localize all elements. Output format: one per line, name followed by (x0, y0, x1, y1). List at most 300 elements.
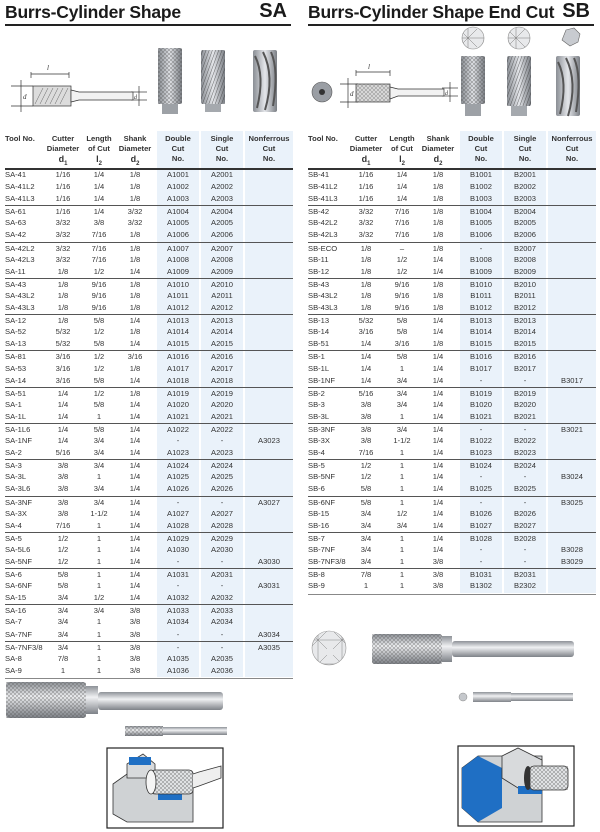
symbol-letter: d (130, 154, 137, 164)
cell-shank-diameter: 1/8 (432, 303, 444, 313)
table-row (5, 193, 293, 205)
cell-single-cut: B2022 (514, 436, 536, 446)
header-line: of Cut (88, 144, 110, 153)
cell-single-cut: B2302 (514, 581, 536, 591)
cell-shank-diameter: 3/8 (432, 570, 444, 580)
cell-tool-no: SB-42 (308, 207, 330, 217)
cell-cutter-diameter: 1/2 (360, 461, 372, 471)
cell-tool-no: SB-3X (308, 436, 330, 446)
cell-single-cut: - (220, 581, 224, 591)
cell-nonferrous-cut: B3024 (561, 472, 583, 482)
cell-shank-diameter: 1/8 (432, 279, 444, 289)
cell-shank-diameter: 1/8 (129, 388, 141, 398)
cell-cutter-diameter: 3/8 (360, 399, 372, 409)
small-burr-photo (125, 726, 227, 736)
cell-shank-diameter: 3/8 (129, 629, 141, 639)
cell-tool-no: SA-52 (5, 327, 27, 337)
cell-tool-no: SB-41L3 (308, 194, 338, 204)
cell-cutter-diameter: 5/8 (360, 497, 372, 507)
cell-cutter-diameter: 3/4 (360, 520, 372, 530)
cell-double-cut: A1004 (167, 207, 189, 217)
dimension-diagram (310, 58, 460, 118)
cell-shank-diameter: 1/4 (432, 254, 444, 264)
header-line: No. (215, 154, 229, 163)
cell-tool-no: SA-14 (5, 375, 27, 385)
cell-double-cut: - (479, 472, 483, 482)
cell-cutter-diameter: 1/4 (360, 363, 372, 373)
cell-cutter-diameter: 3/32 (55, 254, 71, 264)
cell-single-cut: B2014 (514, 327, 536, 337)
cell-double-cut: B1021 (470, 411, 492, 421)
table-row (308, 314, 596, 326)
cell-double-cut: A1021 (167, 411, 189, 421)
cell-double-cut: B1028 (470, 533, 492, 543)
cell-single-cut: - (220, 629, 224, 639)
table-row (5, 616, 293, 628)
cell-shank-diameter: 1/8 (129, 290, 141, 300)
cell-length-of-cut: 1 (96, 629, 102, 639)
cell-shank-diameter: 1/4 (432, 436, 444, 446)
cell-shank-diameter: 1/8 (432, 290, 444, 300)
cell-double-cut: B1015 (470, 339, 492, 349)
table-row (5, 290, 293, 302)
cell-single-cut: A2012 (211, 303, 233, 313)
cell-tool-no: SB-42L3 (308, 230, 338, 240)
cell-cutter-diameter: 3/4 (57, 606, 69, 616)
cell-shank-diameter: 1/8 (129, 327, 141, 337)
column-header-single-cut (201, 134, 243, 164)
cell-length-of-cut: 1 (399, 581, 405, 591)
cell-nonferrous-cut: B3017 (561, 375, 583, 385)
cell-double-cut: - (479, 424, 483, 434)
cell-tool-no: SA-2 (5, 448, 22, 458)
d2-label: d (445, 91, 448, 97)
table-row (308, 290, 596, 302)
cell-double-cut: A1025 (167, 472, 189, 482)
cell-cutter-diameter: 1/2 (360, 472, 372, 482)
header-line: Nonferrous (248, 134, 290, 143)
cell-single-cut: A2007 (211, 243, 233, 253)
table-row (308, 411, 596, 423)
cell-double-cut: A1028 (167, 520, 189, 530)
column-header-cutter-diameter (43, 134, 83, 169)
cell-length-of-cut: 1 (399, 570, 405, 580)
cell-single-cut: A2035 (211, 653, 233, 663)
cell-cutter-diameter: 1/8 (57, 290, 69, 300)
cell-single-cut: B2025 (514, 484, 536, 494)
cell-length-of-cut: 3/4 (93, 484, 105, 494)
header-symbol (43, 154, 83, 169)
cell-cutter-diameter: 1/16 (358, 194, 374, 204)
cell-cutter-diameter: 1/4 (57, 436, 69, 446)
header-line: Double (165, 134, 191, 143)
cell-length-of-cut: 5/8 (93, 375, 105, 385)
cell-tool-no: SB-16 (308, 520, 330, 530)
cell-cutter-diameter: 1/4 (57, 399, 69, 409)
header-line: Shank (123, 134, 147, 143)
header-symbol (388, 154, 416, 169)
cell-cutter-diameter: 3/8 (57, 472, 69, 482)
cell-tool-no: SA-42 (5, 230, 27, 240)
cell-length-of-cut: 3/4 (396, 424, 408, 434)
cell-single-cut: A2032 (211, 593, 233, 603)
cell-single-cut: A2013 (211, 316, 233, 326)
cell-length-of-cut: 1-1/2 (393, 436, 411, 446)
cell-single-cut: B2005 (514, 218, 536, 228)
shank (390, 87, 444, 99)
cell-shank-diameter: 1/8 (129, 254, 141, 264)
cell-tool-no: SB-7NF3/8 (308, 557, 346, 566)
cell-length-of-cut: 3/4 (93, 497, 105, 507)
table-row (5, 447, 293, 459)
cell-length-of-cut: 1 (96, 570, 102, 580)
cell-tool-no: SA-7NF (5, 629, 33, 639)
cell-cutter-diameter: 1/8 (360, 279, 372, 289)
cell-shank-diameter: 1/8 (129, 279, 141, 289)
symbol-letter: l (96, 154, 99, 164)
cell-single-cut: A2019 (211, 388, 233, 398)
cell-double-cut: A1029 (167, 533, 189, 543)
cell-double-cut: - (176, 642, 180, 652)
cell-tool-no: SA-1NF (5, 436, 33, 446)
small-burr-photo (459, 692, 573, 702)
table-row (5, 399, 293, 411)
cell-cutter-diameter: 1/2 (57, 544, 69, 554)
cell-nonferrous-cut: A3031 (258, 581, 280, 591)
cell-length-of-cut: 7/16 (394, 218, 410, 228)
cell-cutter-diameter: 1/4 (57, 424, 69, 434)
header-line: No. (262, 154, 276, 163)
cell-single-cut: A2008 (211, 254, 233, 264)
cell-single-cut: - (523, 557, 527, 566)
cell-shank-diameter: 1/4 (129, 508, 141, 518)
cell-shank-diameter: 1/4 (432, 399, 444, 409)
cell-double-cut: A1007 (167, 243, 189, 253)
cell-double-cut: A1009 (167, 266, 189, 276)
cell-shank-diameter: 1/4 (129, 424, 141, 434)
cell-length-of-cut: 1 (96, 665, 102, 675)
cell-nonferrous-cut: A3035 (258, 642, 280, 652)
cell-cutter-diameter: 3/16 (55, 375, 71, 385)
header-line: Cut (215, 144, 229, 153)
header-line: Double (468, 134, 494, 143)
double-cut-end-view (462, 27, 484, 49)
cell-tool-no: SA-41 (5, 170, 27, 179)
cell-single-cut: A2034 (211, 617, 233, 627)
table-row (5, 229, 293, 241)
title-divider (5, 24, 291, 26)
cell-double-cut: A1020 (167, 399, 189, 409)
cell-tool-no: SB-1 (308, 352, 325, 362)
cell-length-of-cut: 7/16 (394, 207, 410, 217)
symbol-subscript: 1 (367, 160, 371, 167)
cell-double-cut: A1001 (167, 170, 189, 179)
cell-cutter-diameter: 1/8 (57, 303, 69, 313)
table-row (5, 435, 293, 447)
cell-shank-diameter: 1/4 (129, 497, 141, 507)
cell-length-of-cut: 5/8 (93, 424, 105, 434)
cell-shank-diameter: 1/4 (432, 363, 444, 373)
cell-single-cut: B2031 (514, 570, 536, 580)
cutter-photos (153, 46, 293, 118)
d1-label: d (23, 93, 27, 101)
cell-tool-no: SA-41L2 (5, 182, 35, 192)
table-row (308, 363, 596, 375)
cell-double-cut: - (176, 581, 180, 591)
cell-cutter-diameter: 1/8 (57, 316, 69, 326)
cell-nonferrous-cut: A3030 (258, 557, 280, 566)
cell-length-of-cut: 1 (399, 411, 405, 421)
cell-tool-no: SB-12 (308, 266, 330, 276)
cell-cutter-diameter: 3/4 (360, 533, 372, 543)
cell-length-of-cut: 1 (96, 581, 102, 591)
cell-single-cut: A2027 (211, 508, 233, 518)
cell-tool-no: SA-1L (5, 411, 27, 421)
cell-shank-diameter: 3/32 (127, 218, 143, 228)
cell-shank-diameter: 1/8 (432, 230, 444, 240)
cell-single-cut: - (523, 472, 527, 482)
header-line: of Cut (391, 144, 413, 153)
cell-cutter-diameter: 1/16 (358, 182, 374, 192)
cell-single-cut: B2006 (514, 230, 536, 240)
table-row (308, 266, 596, 278)
large-burr-photo (372, 634, 574, 664)
column-header-tool-no: Tool No. (5, 134, 35, 143)
cell-cutter-diameter: 1/4 (360, 339, 372, 349)
cell-cutter-diameter: 1/4 (57, 388, 69, 398)
cell-tool-no: SB-5NF (308, 472, 336, 482)
table-row (308, 520, 596, 532)
cell-single-cut: B2024 (514, 461, 536, 471)
cell-cutter-diameter: 3/4 (57, 629, 69, 639)
table-row (5, 326, 293, 338)
cell-single-cut: - (220, 436, 224, 446)
cell-double-cut: A1002 (167, 182, 189, 192)
table-row (5, 350, 293, 362)
cell-double-cut: B1017 (470, 363, 492, 373)
table-row (308, 387, 596, 399)
cell-single-cut: B2026 (514, 508, 536, 518)
cell-cutter-diameter: 3/8 (57, 497, 69, 507)
header-line: Single (513, 134, 537, 143)
cell-tool-no: SA-41L3 (5, 194, 35, 204)
cell-single-cut: B2027 (514, 520, 536, 530)
cell-shank-diameter: 1/4 (432, 448, 444, 458)
cell-length-of-cut: 5/8 (93, 399, 105, 409)
cell-single-cut: - (523, 497, 527, 507)
cell-shank-diameter: 3/8 (129, 665, 141, 675)
cell-tool-no: SB-8 (308, 570, 325, 580)
cell-length-of-cut: 1/4 (396, 182, 408, 192)
cell-tool-no: SA-6 (5, 570, 22, 580)
cell-double-cut: B1012 (470, 303, 492, 313)
cell-tool-no: SA-7NF3/8 (5, 642, 43, 652)
cell-double-cut: A1017 (167, 363, 189, 373)
cell-tool-no: SA-6NF (5, 581, 33, 591)
application-illustration (107, 748, 223, 828)
cell-double-cut: B1019 (470, 388, 492, 398)
cell-nonferrous-cut: B3025 (561, 497, 583, 507)
cell-tool-no: SA-81 (5, 352, 27, 362)
cell-tool-no: SB-15 (308, 508, 330, 518)
cell-length-of-cut: 5/8 (93, 316, 105, 326)
cell-length-of-cut: 1/2 (93, 266, 105, 276)
cell-tool-no: SA-61 (5, 207, 27, 217)
cell-nonferrous-cut: B3021 (561, 424, 583, 434)
header-symbol (418, 154, 458, 169)
table-row (308, 205, 596, 217)
cell-cutter-diameter: 3/32 (358, 207, 374, 217)
cell-shank-diameter: 3/8 (129, 606, 141, 616)
cell-single-cut: B2010 (514, 279, 536, 289)
cell-shank-diameter: 1/4 (432, 544, 444, 554)
cell-single-cut: B2016 (514, 352, 536, 362)
cell-cutter-diameter: 3/8 (360, 411, 372, 421)
cell-tool-no: SB-43 (308, 279, 330, 289)
cell-single-cut: B2007 (514, 243, 536, 253)
cell-double-cut: A1031 (167, 570, 189, 580)
cell-length-of-cut: 1 (399, 533, 405, 543)
cell-length-of-cut: 7/16 (91, 230, 107, 240)
table-row (5, 205, 293, 217)
cell-length-of-cut: 5/8 (396, 352, 408, 362)
cell-length-of-cut: 3/4 (93, 461, 105, 471)
cell-cutter-diameter: 3/4 (360, 508, 372, 518)
cell-single-cut: A2030 (211, 544, 233, 554)
cell-length-of-cut: 1 (399, 544, 405, 554)
cell-single-cut: A2024 (211, 461, 233, 471)
cell-double-cut: B1031 (470, 570, 492, 580)
cell-shank-diameter: 1/4 (129, 484, 141, 494)
table-row (5, 653, 293, 665)
table-row (308, 435, 596, 447)
cell-tool-no: SA-11 (5, 266, 26, 276)
page-title: Burrs-Cylinder Shape End Cut (308, 2, 555, 22)
table-header (308, 131, 596, 167)
cell-length-of-cut: 1/2 (93, 388, 105, 398)
cell-cutter-diameter: 3/4 (360, 544, 372, 554)
table-row (5, 387, 293, 399)
cell-single-cut: A2022 (211, 424, 233, 434)
cell-shank-diameter: 1/4 (129, 411, 141, 421)
shank (71, 90, 133, 102)
cell-single-cut: B2013 (514, 316, 536, 326)
cell-cutter-diameter: 3/8 (57, 461, 69, 471)
cell-length-of-cut: 7/16 (394, 230, 410, 240)
cell-length-of-cut: 9/16 (91, 303, 107, 313)
cell-length-of-cut: 9/16 (91, 290, 107, 300)
cell-single-cut: B2012 (514, 303, 536, 313)
cell-tool-no: SB-ECO (308, 243, 338, 253)
panel-sa (3, 0, 295, 832)
cell-length-of-cut: 5/8 (93, 339, 105, 349)
cell-double-cut: B1003 (470, 194, 492, 204)
table-row (308, 169, 596, 181)
series-code: SA (259, 0, 287, 22)
symbol-subscript: 1 (64, 160, 68, 167)
cell-length-of-cut: 1 (399, 497, 405, 507)
cell-length-of-cut: 9/16 (394, 290, 410, 300)
table-row (308, 375, 596, 387)
cell-length-of-cut: 3/4 (396, 520, 408, 530)
l1-label: l (368, 63, 370, 71)
cell-single-cut: B2023 (514, 448, 536, 458)
cell-single-cut: - (523, 544, 527, 554)
cell-cutter-diameter: 5/16 (358, 388, 374, 398)
cell-tool-no: SA-3NF (5, 497, 33, 507)
cell-double-cut: B1006 (470, 230, 492, 240)
single-cut-photo (507, 56, 531, 116)
cell-double-cut: - (176, 557, 180, 566)
cell-shank-diameter: 3/8 (129, 617, 141, 627)
header-line: Cut (518, 144, 532, 153)
table-row (308, 229, 596, 241)
cell-double-cut: - (479, 557, 483, 566)
cell-cutter-diameter: 3/32 (358, 218, 374, 228)
cell-tool-no: SB-41 (308, 170, 330, 179)
symbol-subscript: 2 (136, 160, 140, 167)
cell-nonferrous-cut: A3034 (258, 629, 280, 639)
table-row (5, 278, 293, 290)
table-row (5, 483, 293, 495)
cell-length-of-cut: 1/4 (93, 207, 105, 217)
cell-tool-no: SB-6 (308, 484, 325, 494)
large-burr-photo (6, 682, 223, 718)
d2-label: d (134, 95, 137, 101)
cell-single-cut: A2026 (211, 484, 233, 494)
cell-shank-diameter: 1/4 (432, 497, 444, 507)
table-row (5, 217, 293, 229)
cell-shank-diameter: 3/8 (432, 581, 444, 591)
cell-cutter-diameter: 3/4 (57, 593, 69, 603)
cell-shank-diameter: 3/32 (127, 207, 143, 217)
cell-length-of-cut: 1/2 (93, 363, 105, 373)
cell-cutter-diameter: 7/16 (358, 448, 374, 458)
cell-single-cut: B2004 (514, 207, 536, 217)
cell-double-cut: A1012 (167, 303, 189, 313)
table-row (5, 423, 293, 435)
cell-shank-diameter: 1/4 (129, 461, 141, 471)
cell-tool-no: SB-43L2 (308, 290, 338, 300)
column-header-length-of-cut (388, 134, 416, 169)
cell-tool-no: SB-3 (308, 399, 325, 409)
cell-length-of-cut: 3/4 (93, 606, 105, 616)
cell-double-cut: A1011 (167, 290, 189, 300)
cell-length-of-cut: 1 (96, 533, 102, 543)
double-cut-photo (461, 56, 485, 116)
cell-shank-diameter: 1/4 (129, 339, 141, 349)
cell-single-cut: A2014 (211, 327, 233, 337)
table-body (5, 169, 293, 677)
cell-shank-diameter: 1/8 (129, 194, 141, 204)
cell-tool-no: SB-2 (308, 388, 325, 398)
table-row (5, 338, 293, 350)
cell-cutter-diameter: 3/8 (360, 424, 372, 434)
cell-length-of-cut: 5/8 (396, 327, 408, 337)
cell-nonferrous-cut: A3027 (258, 497, 280, 507)
cell-single-cut: A2011 (211, 290, 233, 300)
nonferrous-photo (253, 50, 277, 112)
cell-shank-diameter: 1/8 (432, 218, 444, 228)
cell-double-cut: B1004 (470, 207, 492, 217)
cell-tool-no: SA-9 (5, 665, 22, 675)
cell-tool-no: SA-3X (5, 508, 27, 518)
column-header-double-cut (157, 134, 199, 164)
cell-cutter-diameter: 1/2 (57, 533, 69, 543)
table-row (308, 459, 596, 471)
header-symbol (115, 154, 155, 169)
cutter-body (33, 86, 71, 106)
